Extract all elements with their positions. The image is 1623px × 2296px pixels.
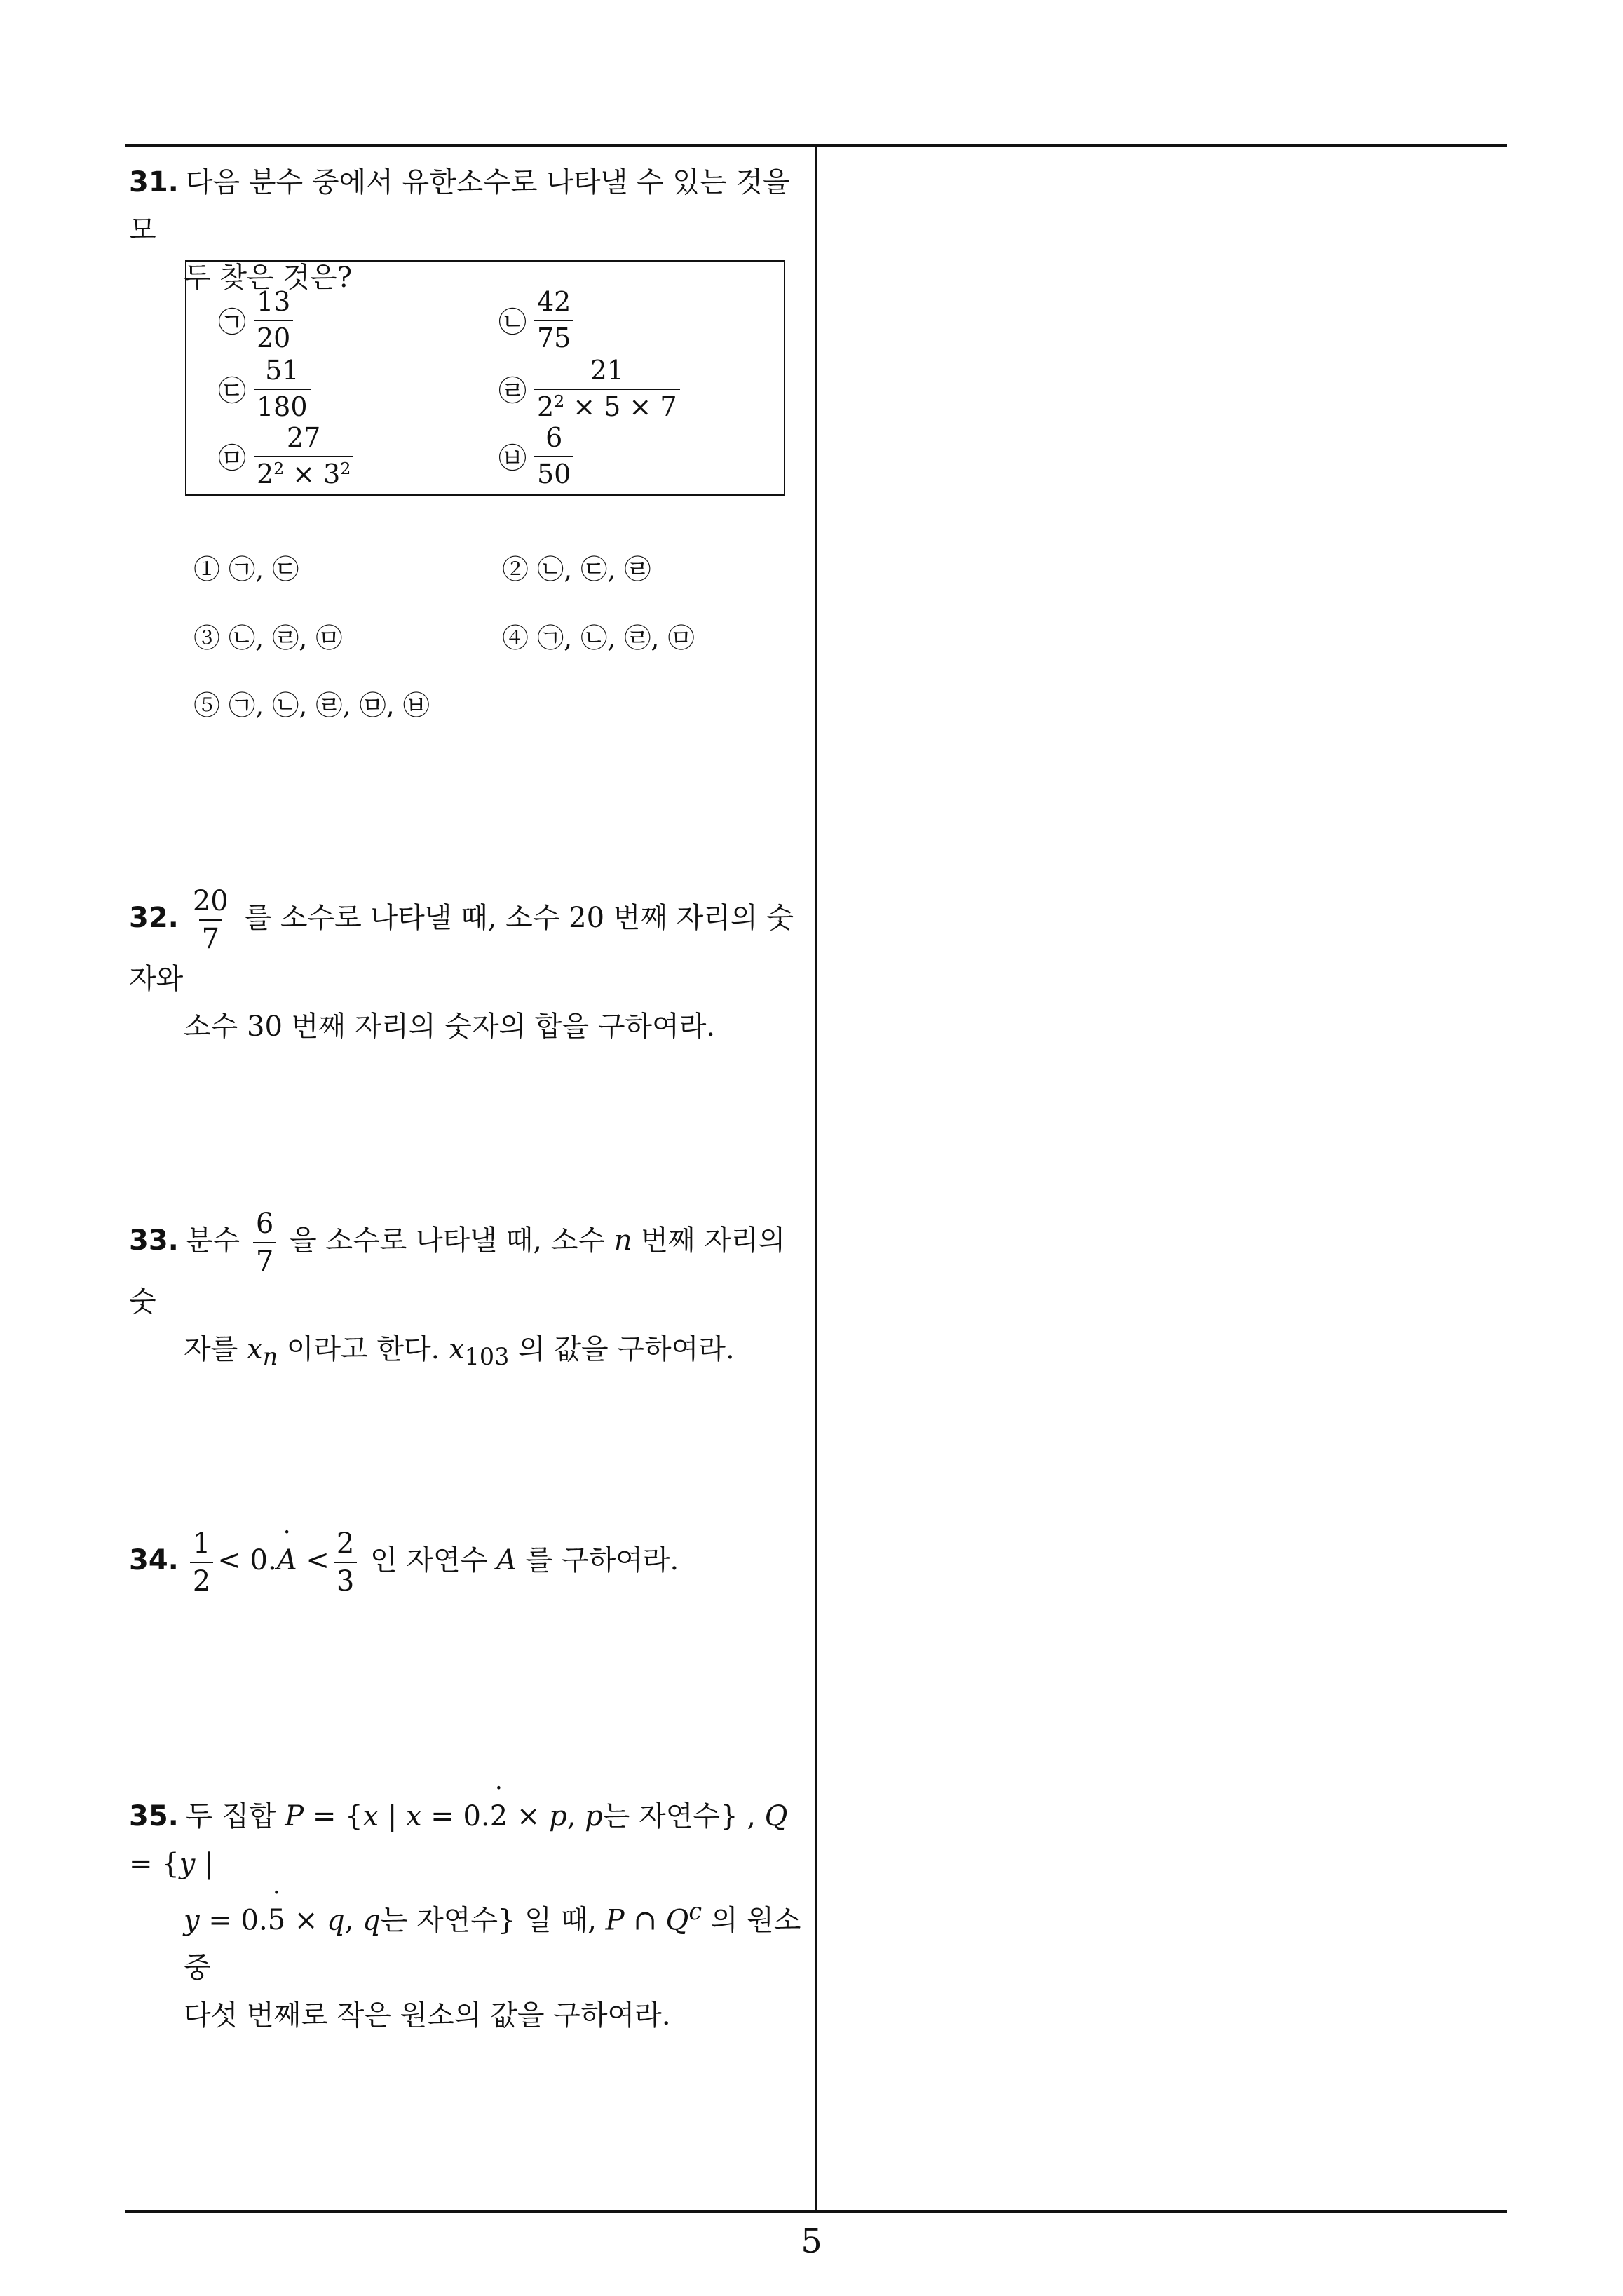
- fraction: $\frac{2}{3}$: [334, 1527, 357, 1598]
- fraction: $\frac{6}{50}$: [534, 423, 573, 489]
- question-text-line3: 다섯 번째로 작은 원소의 값을 구하여라.: [184, 1999, 671, 2032]
- question-35-line1: 35. 두 집합 P = {x | x = 0.˙ 2 × p, p는 자연수} , Q = {y |: [129, 1792, 802, 1888]
- option-marker: ㉢: [218, 375, 246, 408]
- question-text: 를 소수로 나타낼 때, 소수 20 번째 자리의 숫자와: [129, 902, 794, 995]
- fraction: $\frac{1}{2}$: [190, 1527, 213, 1598]
- answer-choice-1[interactable]: [193, 548, 299, 590]
- question-33-line2: 자를 $x_n$ 이라고 한다. $x_{103}$ 의 값을 구하여라.: [184, 1333, 735, 1370]
- option-marker: ㉡: [498, 306, 527, 339]
- choice-marker: ②: [502, 554, 529, 585]
- option-marker: ㉠: [218, 306, 246, 339]
- option-marker: ㉣: [498, 375, 527, 408]
- question-number: 33.: [129, 1224, 179, 1257]
- question-33-line1: 33. 분수 $\frac{6}{7}$ 을 소수로 나타낼 때, 소수 n 번째 자리의 숫: [129, 1208, 786, 1318]
- question-34: [129, 1527, 802, 1598]
- question-34-line1: 34. $\frac{1}{2}$ < 0.˙ A < $\frac{2}{3}$ 인 자연수 A 를 구하여라.: [129, 1527, 802, 1598]
- answer-choice-3[interactable]: [193, 617, 342, 659]
- question-text-line2: 두 찾은 것은?: [184, 262, 353, 294]
- choice-text: ㉠, ㉢: [229, 554, 299, 585]
- choice-marker: ⑤: [193, 690, 221, 721]
- question-number: 32.: [129, 902, 179, 934]
- question-number: 34.: [129, 1544, 179, 1576]
- answer-choice-4[interactable]: [502, 617, 695, 659]
- page-number: 5: [801, 2222, 822, 2261]
- option-item: [215, 356, 315, 422]
- question-32: [129, 885, 802, 1051]
- bottom-rule: [125, 2210, 1507, 2213]
- fraction: $\frac{42}{75}$: [534, 287, 573, 353]
- question-35-line2: y = 0.˙ 5 × q, q는 자연수} 일 때, P ∩ $Q^c$ 의 원소 중: [129, 1888, 802, 1992]
- fraction: $\frac{21}{2^2 \times 5 \times 7}$: [534, 356, 680, 422]
- option-item: [215, 287, 297, 353]
- choice-marker: ③: [193, 623, 221, 654]
- option-item: [495, 423, 578, 489]
- choice-marker: ④: [502, 623, 529, 654]
- fraction: $\frac{27}{2^2 \times 3^2}$: [254, 423, 353, 489]
- question-text-line2: 소수 30 번째 자리의 숫자의 합을 구하여라.: [184, 1011, 716, 1043]
- question-number: 31.: [129, 166, 179, 198]
- fraction: $\frac{13}{20}$: [254, 287, 293, 353]
- choice-text: ㉡, ㉢, ㉣: [537, 554, 651, 585]
- choice-marker: ①: [193, 554, 221, 585]
- answer-choice-2[interactable]: [502, 548, 651, 590]
- question-31-line1: [129, 158, 802, 254]
- column-divider: [815, 144, 817, 2213]
- option-marker: ㉤: [218, 443, 246, 475]
- question-text: 다음 분수 중에서 유한소수로 나타낼 수 있는 것을 모: [129, 166, 790, 246]
- question-35: [129, 1792, 802, 2039]
- choice-text: ㉠, ㉡, ㉣, ㉤: [537, 623, 695, 654]
- fraction: $\frac{51}{180}$: [254, 356, 311, 422]
- option-item: [495, 287, 578, 353]
- option-marker: ㉥: [498, 443, 527, 475]
- fraction-options-box: [185, 260, 785, 496]
- option-item: [215, 423, 358, 489]
- question-number: 35.: [129, 1800, 179, 1832]
- answer-choice-5[interactable]: [193, 684, 430, 727]
- option-item: [495, 356, 684, 422]
- question-33: [129, 1208, 802, 1381]
- fraction: $\frac{6}{7}$: [253, 1208, 276, 1278]
- fraction: $\frac{20}{7}$: [192, 885, 229, 955]
- question-32-line1: [129, 885, 802, 1003]
- choice-text: ㉡, ㉣, ㉤: [229, 623, 343, 654]
- choice-text: ㉠, ㉡, ㉣, ㉤, ㉥: [229, 690, 430, 721]
